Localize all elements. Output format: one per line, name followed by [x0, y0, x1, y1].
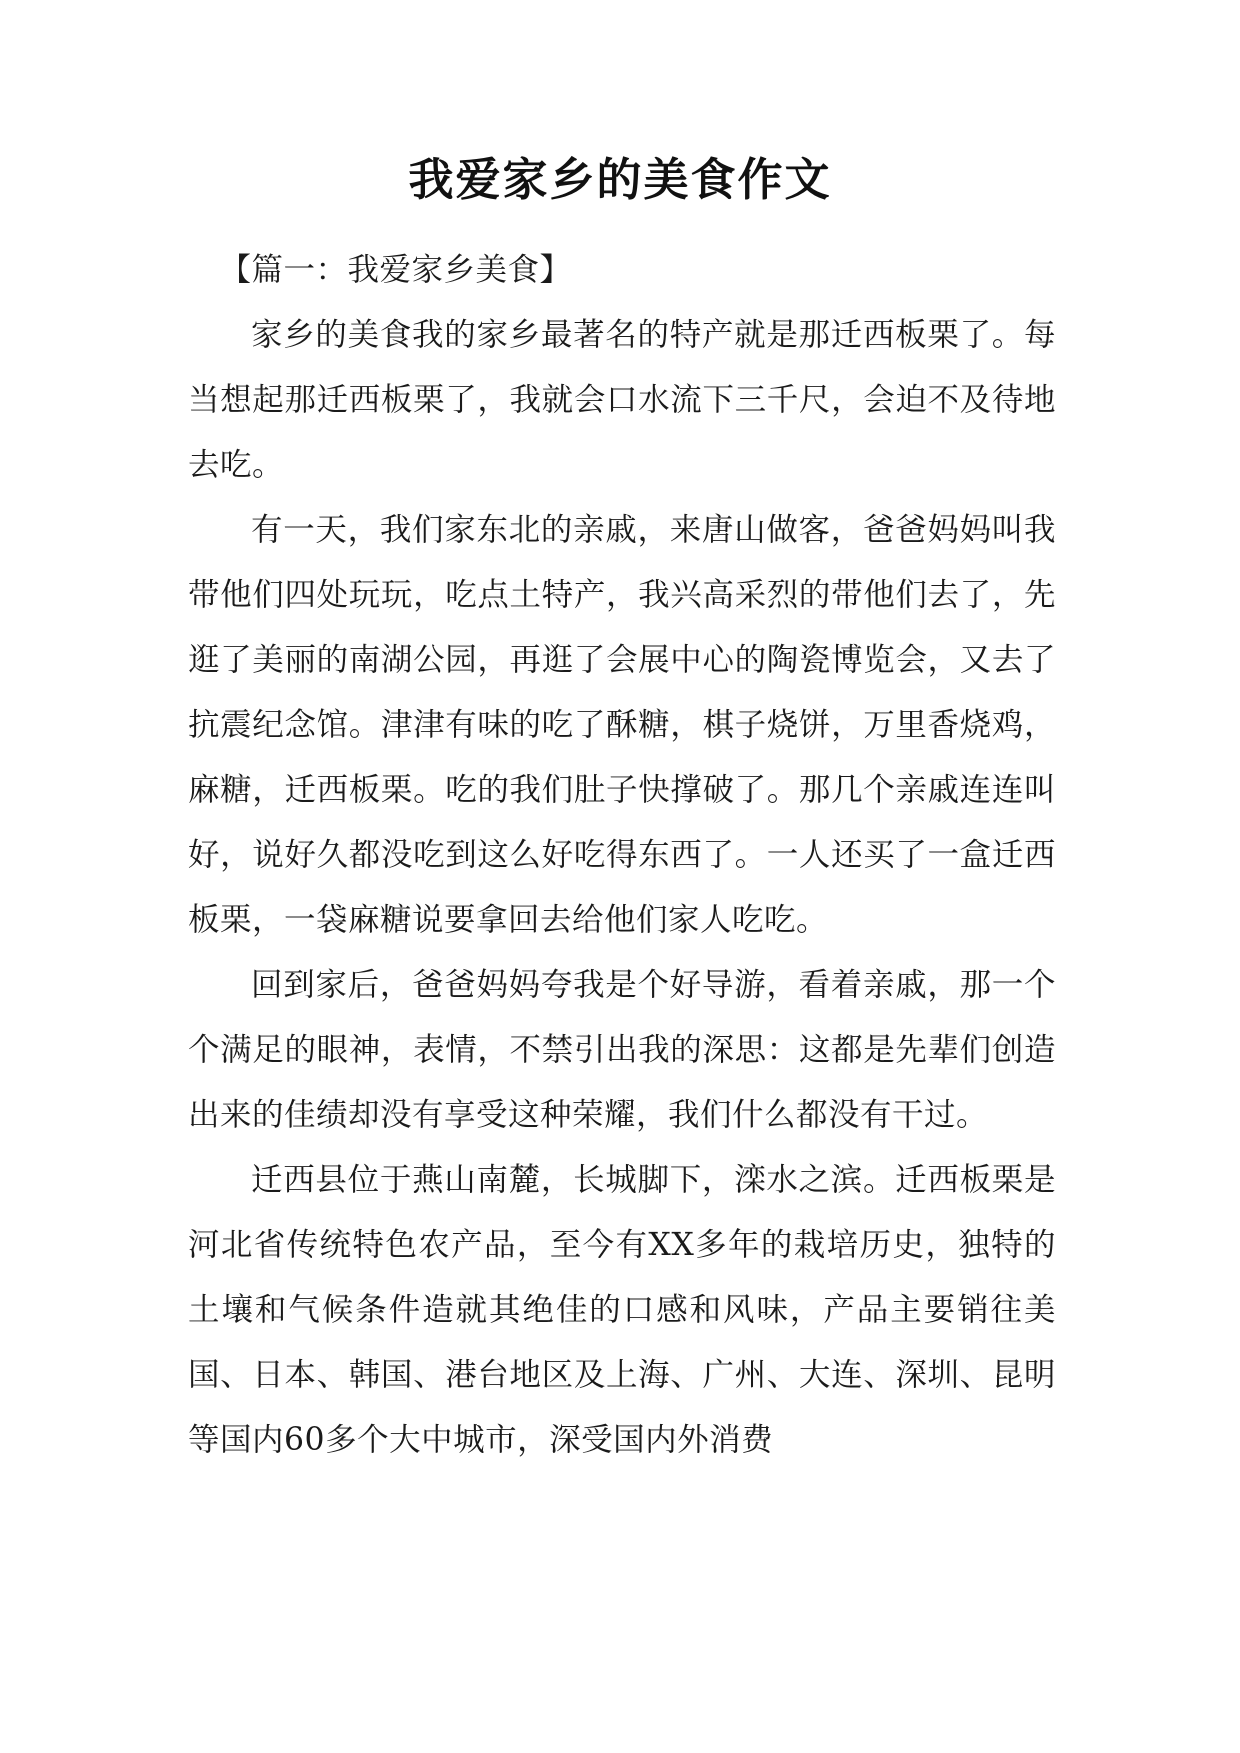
document-title: 我爱家乡的美食作文 [408, 153, 832, 206]
paragraph-2: 有一天，我们家东北的亲戚，来唐山做客，爸爸妈妈叫我带他们四处玩玩，吃点土特产，我兴高采烈的带他们去了，先逛了美丽的南湖公园，再逛了会展中心的陶瓷博览会，又去了抗震纪念馆。津津有味的吃了酥糖，棋子烧饼，万里香烧鸡，麻糖，迁西板栗。吃的我们肚子快撑破了。那几个亲戚连连叫好，说好久都没吃到这么好吃得东西了。一人还买了一盒迁西板栗，一袋麻糖说要拿回去给他们家人吃吃。 [188, 512, 1056, 938]
paragraph-3: 回到家后，爸爸妈妈夸我是个好导游，看着亲戚，那一个个满足的眼神，表情，不禁引出我的深思：这都是先辈们创造出来的佳绩却没有享受这种荣耀，我们什么都没有干过。 [188, 967, 1056, 1133]
paragraph-1: 家乡的美食我的家乡最著名的特产就是那迁西板栗了。每当想起那迁西板栗了，我就会口水流下三千尺，会迫不及待地去吃。 [188, 317, 1056, 483]
paragraph-4: 迁西县位于燕山南麓，长城脚下，滦水之滨。迁西板栗是河北省传统特色农产品，至今有XX多年的栽培历史，独特的土壤和气候条件造就其绝佳的口感和风味，产品主要销往美国、日本、韩国、港台地区及上海、广州、大连、深圳、昆明等国内60多个大中城市，深受国内外消费 [188, 1162, 1056, 1458]
document-body [188, 238, 1056, 1473]
section-heading: 【篇一：我爱家乡美食】 [219, 252, 572, 288]
